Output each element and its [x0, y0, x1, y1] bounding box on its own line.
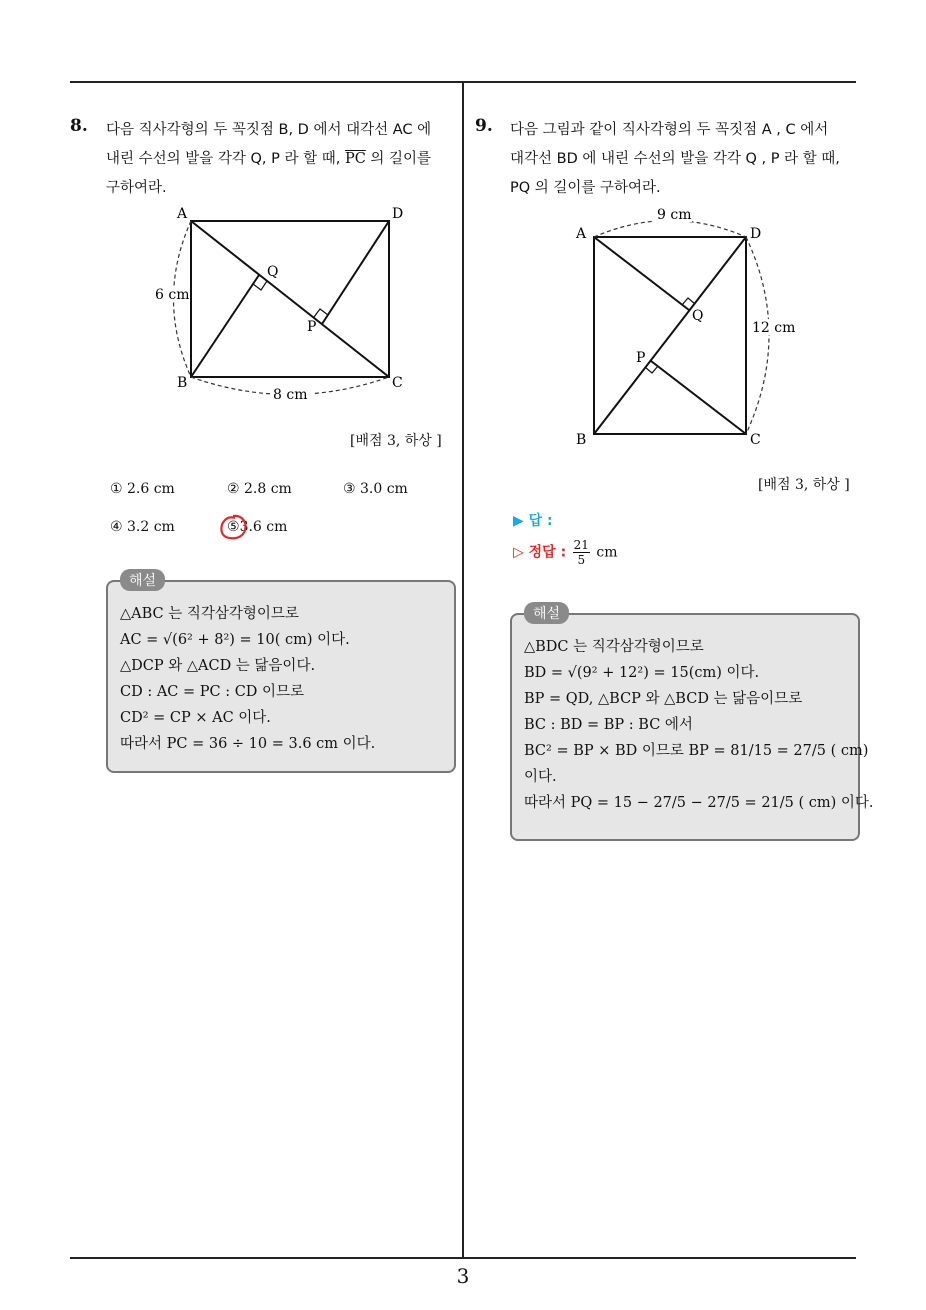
question-8-line-2: 내린 수선의 발을 각각 Q, P 라 할 때, $\overline{PC}$ 의 길이를	[106, 151, 432, 167]
sol8-line-6: 따라서 PC = 36 ÷ 10 = 3.6 cm 이다.	[120, 736, 376, 752]
solution-tag-9: 해설	[524, 602, 569, 624]
sol9-line-6: 이다.	[524, 769, 557, 785]
label-d9: D	[750, 226, 762, 242]
question-9-figure	[570, 204, 800, 454]
sol9-line-7: 따라서 PQ = 15 − 27/5 − 27/5 = 21/5 ( cm) 이다.	[524, 795, 874, 811]
sol8-line-3: △DCP 와 △ACD 는 닮음이다.	[120, 658, 316, 674]
label-c: C	[392, 375, 403, 391]
question-8-line-1: 다음 직사각형의 두 꼭짓점 B, D 에서 대각선 AC 에	[106, 122, 432, 138]
question-9-score: [배점 3, 하상 ]	[758, 477, 850, 493]
correct-answer-unit: cm	[596, 544, 618, 561]
sol8-line-5: CD² = CP × AC 이다.	[120, 710, 271, 726]
sol8-line-1: △ABC 는 직각삼각형이므로	[120, 606, 299, 622]
question-8-line-3: 구하여라.	[106, 180, 167, 196]
correct-answer-fraction: $\frac{21}{5}$	[573, 538, 589, 567]
question-9-text	[510, 116, 840, 203]
sol8-line-4: CD : AC = PC : CD 이므로	[120, 684, 305, 700]
label-a9: A	[576, 226, 587, 242]
question-9-line-3: PQ 의 길이를 구하여라.	[510, 180, 661, 196]
choice-5-marker: ⑤	[227, 519, 240, 535]
answer-circle-mark	[217, 512, 249, 542]
label-q: Q	[267, 264, 279, 280]
sol9-line-5: BC² = BP × BD 이므로 BP = 81/15 = 27/5 ( cm)	[524, 743, 869, 759]
label-8cm: 8 cm	[273, 387, 308, 403]
overline-pc: $\overline{PC}$	[344, 151, 366, 167]
sol8-line-2: AC = √(6² + 8²) = 10( cm) 이다.	[120, 632, 350, 648]
label-12cm: 12 cm	[752, 320, 796, 336]
choice-2[interactable]: ② 2.8 cm	[227, 481, 292, 497]
question-8-text	[106, 116, 431, 203]
label-a: A	[177, 206, 188, 222]
correct-answer	[513, 538, 617, 567]
bottom-rule	[70, 1257, 856, 1259]
sol9-line-3: BP = QD, △BCP 와 △BCD 는 닮음이므로	[524, 691, 803, 707]
question-8-solution-box	[106, 573, 456, 773]
choice-4[interactable]: ④ 3.2 cm	[110, 519, 175, 535]
question-9-line-2: 대각선 BD 에 내린 수선의 발을 각각 Q , P 라 할 때,	[510, 151, 840, 167]
label-p: P	[307, 319, 317, 335]
sol9-line-2: BD = √(9² + 12²) = 15(cm) 이다.	[524, 665, 760, 681]
label-c9: C	[750, 432, 761, 448]
question-8-score: [배점 3, 하상 ]	[350, 433, 442, 449]
sol9-line-1: △BDC 는 직각삼각형이므로	[524, 639, 704, 655]
label-b: B	[177, 375, 188, 391]
answer-input-label[interactable]: ▶ 답 :	[513, 513, 553, 529]
label-b9: B	[576, 432, 587, 448]
question-9-number: 9.	[475, 116, 493, 136]
label-q9: Q	[692, 308, 704, 324]
choice-3[interactable]: ③ 3.0 cm	[343, 481, 408, 497]
question-8-figure	[150, 200, 420, 410]
label-9cm: 9 cm	[657, 207, 692, 223]
page-number: 3	[456, 1264, 470, 1288]
label-p9: P	[636, 350, 646, 366]
choice-1[interactable]: ① 2.6 cm	[110, 481, 175, 497]
question-8-number: 8.	[70, 116, 88, 136]
choice-5-value: 3.6 cm	[239, 519, 288, 535]
question-9-line-1: 다음 그림과 같이 직사각형의 두 꼭짓점 A , C 에서	[510, 122, 829, 138]
solution-tag: 해설	[120, 569, 165, 591]
sol9-line-4: BC : BD = BP : BC 에서	[524, 717, 693, 733]
label-d: D	[392, 206, 404, 222]
column-divider	[462, 82, 464, 1258]
question-9-solution-box	[510, 606, 874, 841]
correct-answer-label: ▷ 정답 :	[513, 544, 567, 561]
label-6cm: 6 cm	[155, 287, 190, 303]
